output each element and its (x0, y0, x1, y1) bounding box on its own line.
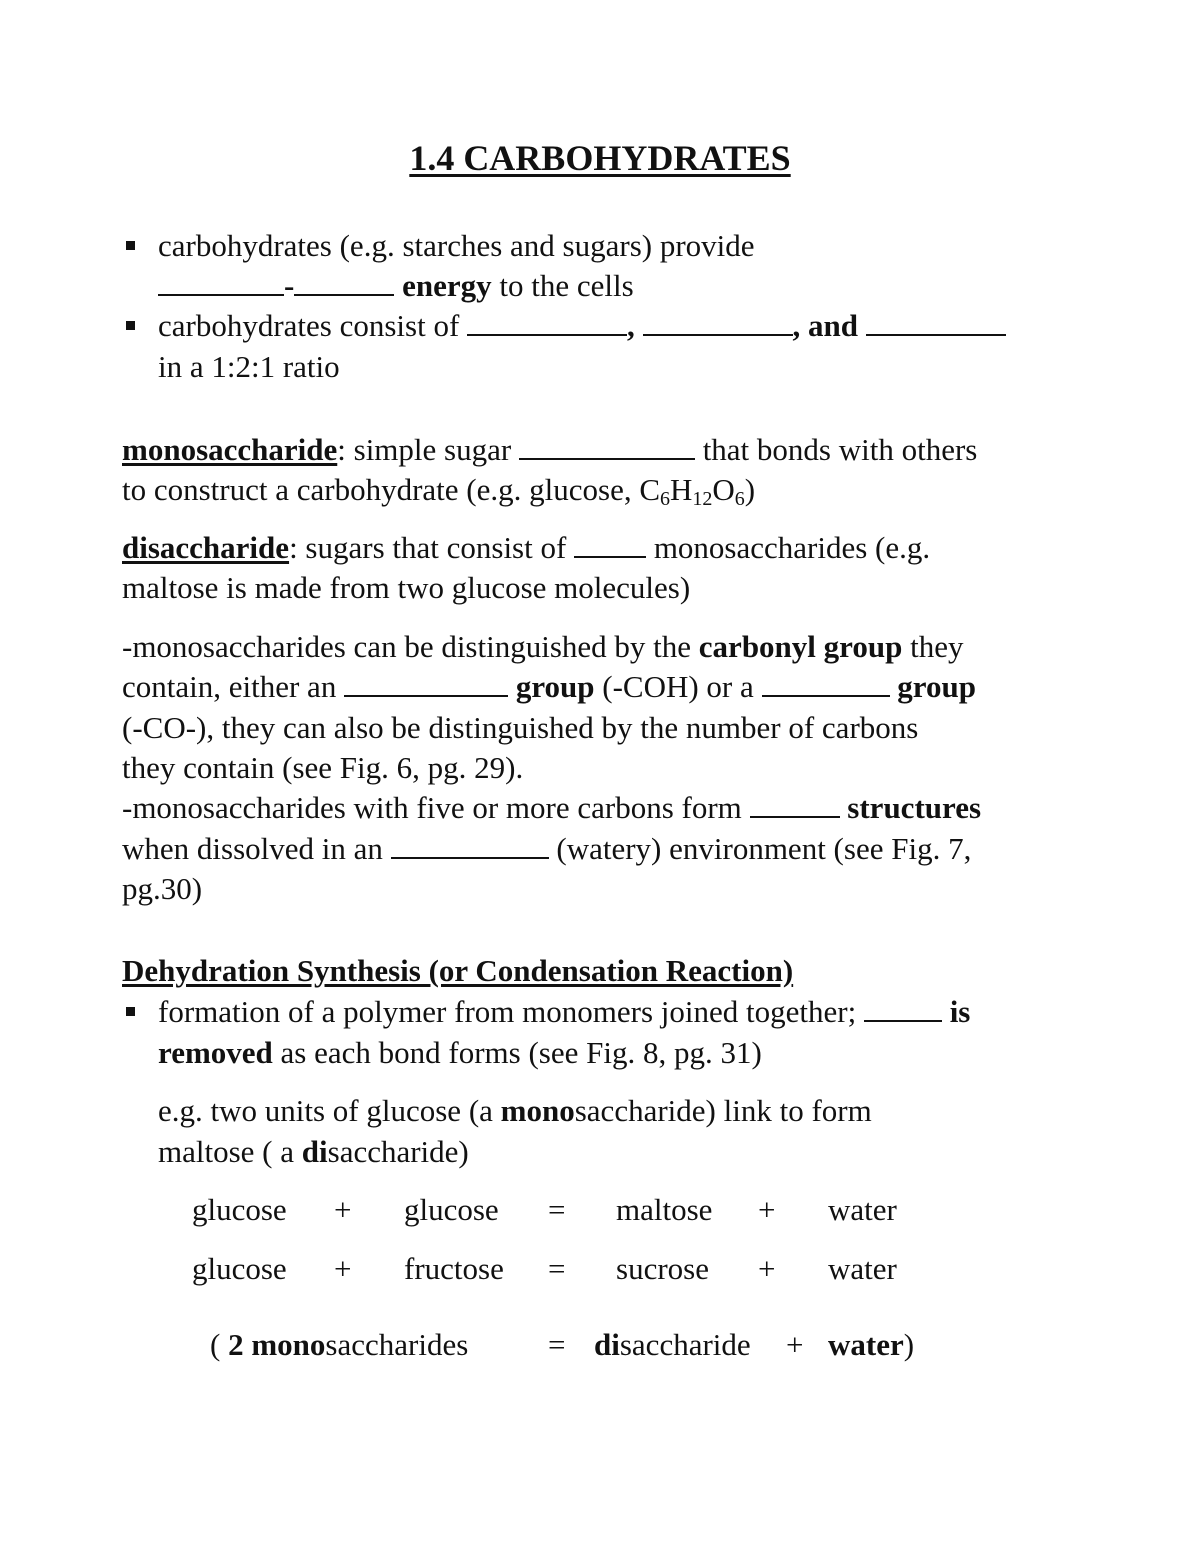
keyword: water (828, 1327, 904, 1362)
text-span: contain, either an (122, 669, 345, 704)
text-span: to construct a carbohydrate (e.g. glucose, C (122, 472, 661, 507)
page-title: 1.4 CARBOHYDRATES (409, 138, 791, 178)
definition-line (122, 470, 755, 519)
fill-blank (762, 669, 890, 697)
bullet-line (158, 226, 755, 266)
section-heading: Dehydration Synthesis (or Condensation Reaction) (122, 953, 794, 988)
fill-blank (643, 308, 793, 336)
keyword: 2 (228, 1327, 252, 1362)
term: disaccharide (122, 530, 290, 565)
text-span: , (627, 308, 635, 343)
definition-line (122, 528, 930, 568)
equation-operator: + (758, 1251, 776, 1286)
text-span: (watery) environment (see Fig. 7, (548, 831, 972, 866)
equation-term: sucrose (616, 1251, 709, 1286)
equation-operator: = (548, 1251, 566, 1286)
definition-line (122, 568, 690, 608)
equation-operator: + (758, 1192, 776, 1227)
keyword: is (949, 994, 971, 1029)
keyword: mono (500, 1093, 575, 1128)
equation-term: maltose (616, 1192, 713, 1227)
fill-blank (519, 432, 695, 460)
equation-term: water (828, 1251, 897, 1286)
bullet-marker (126, 321, 135, 330)
text-span: as each bond forms (see Fig. 8, pg. 31) (272, 1035, 762, 1070)
fill-blank (866, 308, 1006, 336)
text-span: (-CO-), they can also be distinguished by the number of carbons (122, 710, 919, 745)
text-span: - (284, 268, 295, 303)
paragraph-line (122, 869, 202, 909)
example-line (158, 1091, 872, 1131)
text-span: carbohydrates (e.g. starches and sugars) provide (158, 228, 755, 263)
text-span: pg.30) (122, 871, 203, 906)
bullet-line (158, 347, 340, 387)
text-span: e.g. two units of glucose (a (158, 1093, 501, 1128)
text-span: they (902, 629, 964, 664)
keyword: structures (847, 790, 982, 825)
paragraph-line (122, 748, 523, 788)
text-span: ) (744, 472, 756, 507)
text-span: , (792, 308, 801, 343)
keyword: energy (402, 268, 492, 303)
equation-term: glucose (192, 1251, 287, 1286)
text-span: to the cells (491, 268, 634, 303)
text-span: when dissolved in an (122, 831, 391, 866)
fill-blank (574, 530, 646, 558)
text-span: O (712, 472, 735, 507)
fill-blank (750, 790, 840, 818)
subscript: 6 (660, 488, 671, 510)
fill-blank (864, 994, 942, 1022)
summary-left (210, 1325, 468, 1365)
fill-blank (467, 308, 627, 336)
example-line (158, 1132, 469, 1172)
bullet-line (158, 266, 634, 306)
keyword: group (897, 669, 976, 704)
text-span: that bonds with others (694, 432, 978, 467)
equation-operator: + (334, 1251, 352, 1286)
keyword: removed (158, 1035, 273, 1070)
equation-term: fructose (404, 1251, 504, 1286)
summary-right (594, 1325, 751, 1365)
text-span: H (670, 472, 693, 507)
bullet-marker (126, 1007, 135, 1016)
text-span: maltose is made from two glucose molecules) (122, 570, 691, 605)
text-span: ) (903, 1327, 915, 1362)
paragraph-line (122, 829, 971, 869)
subscript: 6 (734, 488, 745, 510)
keyword: carbonyl group (698, 629, 903, 664)
bullet-line (158, 992, 970, 1032)
text-span: saccharide (619, 1327, 751, 1362)
text-span: and (800, 308, 866, 343)
paragraph-line (122, 627, 963, 667)
equation-term: glucose (404, 1192, 499, 1227)
equation-term: glucose (192, 1192, 287, 1227)
text-span: they contain (see Fig. 6, pg. 29). (122, 750, 524, 785)
text-span: saccharide) (327, 1134, 469, 1169)
text-span: ( (210, 1327, 229, 1362)
fill-blank (391, 831, 549, 859)
text-span: -monosaccharides can be distinguished by the (122, 629, 699, 664)
text-span: (-COH) or a (594, 669, 762, 704)
fill-blank (294, 268, 394, 296)
keyword: mono (251, 1327, 326, 1362)
text-span: saccharide) link to form (574, 1093, 872, 1128)
bullet-marker (126, 241, 135, 250)
equation-operator: + (786, 1327, 804, 1362)
keyword: di (594, 1327, 620, 1362)
text-span: carbohydrates consist of (158, 308, 468, 343)
equation-operator: = (548, 1192, 566, 1227)
bullet-line (158, 1033, 762, 1073)
paragraph-line (122, 788, 981, 828)
paragraph-line (122, 708, 918, 748)
text-span: saccharides (325, 1327, 469, 1362)
equation-term: water (828, 1192, 897, 1227)
term: monosaccharide (122, 432, 338, 467)
equation-operator: + (334, 1192, 352, 1227)
keyword: di (301, 1134, 328, 1169)
bullet-line (158, 306, 1006, 346)
subscript: 12 (692, 488, 713, 510)
paragraph-line (122, 667, 976, 707)
summary-water (828, 1325, 914, 1365)
definition-line (122, 430, 977, 470)
text-span: -monosaccharides with five or more carbons form (122, 790, 750, 825)
keyword: group (515, 669, 595, 704)
text-span: : sugars that consist of (289, 530, 575, 565)
equation-operator: = (548, 1327, 566, 1362)
text-span: : simple sugar (337, 432, 519, 467)
text-span: formation of a polymer from monomers joined together; (158, 994, 864, 1029)
fill-blank (158, 268, 284, 296)
text-span: in a 1:2:1 ratio (158, 349, 340, 384)
text-span: maltose ( a (158, 1134, 302, 1169)
text-span: monosaccharides (e.g. (646, 530, 931, 565)
fill-blank (344, 669, 508, 697)
